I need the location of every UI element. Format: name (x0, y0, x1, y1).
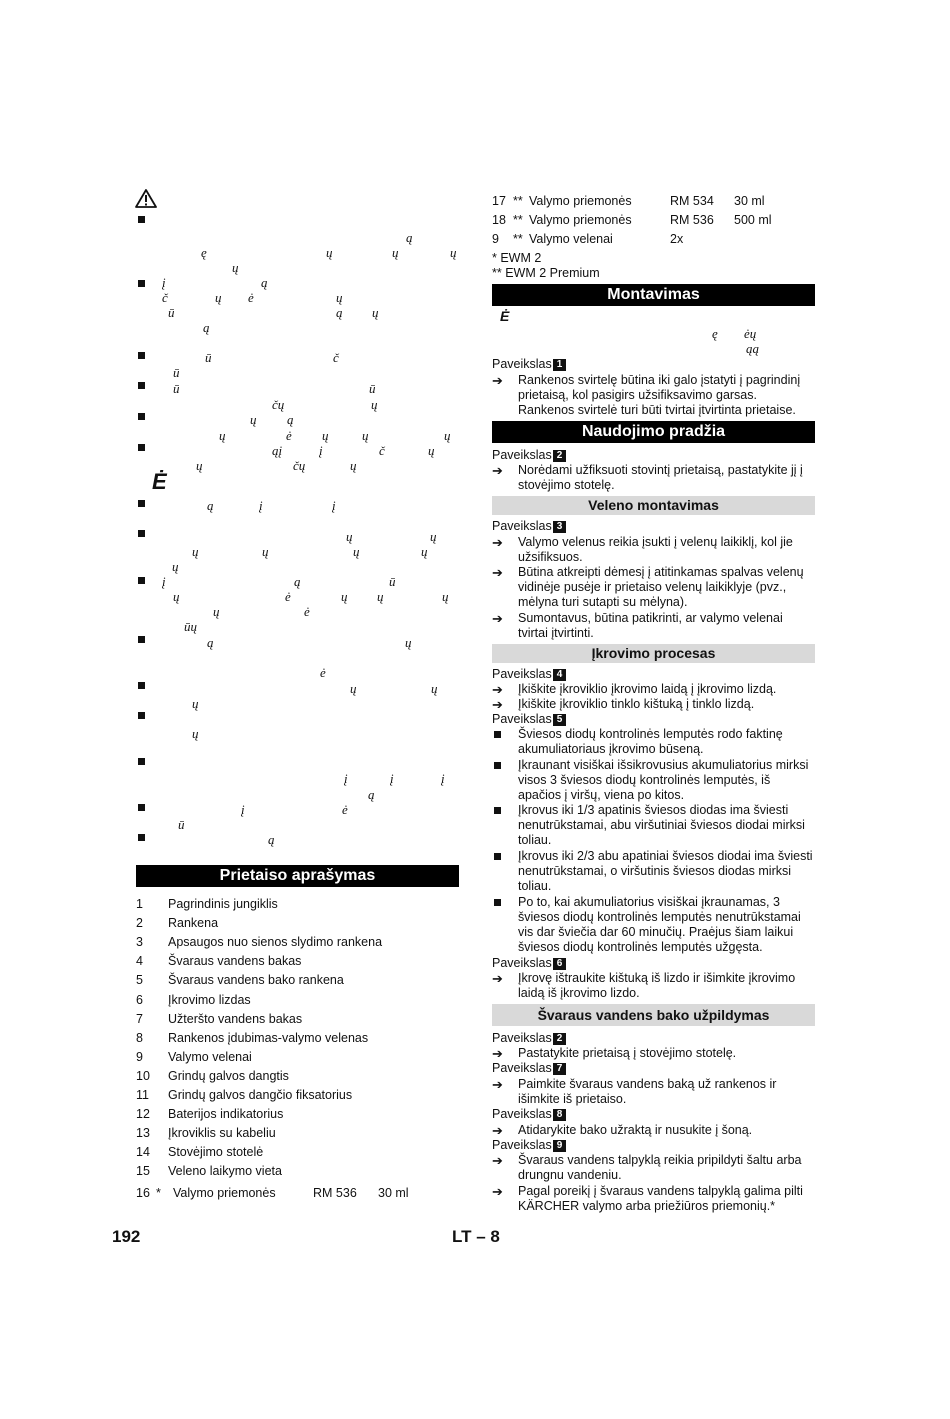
figure-label: Paveikslas (492, 712, 552, 726)
note-glyph: čų (293, 458, 306, 473)
note-glyph: į (441, 771, 445, 786)
note-glyph: ų (372, 305, 379, 320)
item-t: Valymo velenai (529, 232, 613, 246)
step-text: Pastatykite prietaisą į stovėjimo stotelę. (518, 1046, 737, 1060)
step-text: Sumontavus, būtina patikrinti, ar valymo velenai tvirtai įtvirtinti. (518, 611, 783, 640)
note-glyph: ų (421, 544, 428, 559)
note-glyph: ų (262, 544, 269, 559)
figure-label: Paveikslas (492, 1031, 552, 1045)
note-glyph: ū (168, 305, 175, 320)
note-glyph: į (241, 802, 245, 817)
note-glyph: į (319, 443, 323, 458)
item-text: Veleno laikymo vieta (168, 1164, 282, 1179)
step-item (492, 373, 816, 418)
item-code: RM 536 (313, 1186, 357, 1200)
figure-label: Paveikslas (492, 448, 552, 462)
page-number: 192 (112, 1227, 141, 1246)
item-number: 12 (136, 1107, 150, 1122)
item-code: RM 536 (670, 213, 714, 227)
item-qty: 500 ml (734, 213, 772, 227)
caution-symbol: Ė (152, 469, 167, 494)
figure-number: 5 (553, 714, 567, 726)
bullet-item (492, 727, 816, 757)
note-glyph: ų (219, 428, 226, 443)
step-item (492, 1184, 816, 1214)
bullet-icon (494, 807, 501, 814)
note-glyph: ų (326, 245, 333, 260)
item-qty: 30 ml (378, 1186, 409, 1200)
bullet-text: Įkrovus iki 2/3 abu apatiniai šviesos diodai ima šviesti nenutrūkstamai, o viršutinis šviesos diodas mirksi toliau. (518, 849, 813, 893)
note-glyph: ų (430, 529, 437, 544)
arrow-icon: ➔ (492, 463, 503, 478)
item-text: Rankena (168, 916, 219, 931)
figure-label: Paveikslas (492, 1107, 552, 1121)
warning-icon (135, 189, 157, 212)
bullet-icon (138, 712, 145, 719)
note-glyph: į (332, 498, 336, 513)
item-number: 14 (136, 1145, 150, 1160)
item-number: 7 (136, 1011, 143, 1026)
item-number: 8 (136, 1030, 143, 1045)
item-n: 9 (492, 232, 499, 246)
bullet-icon (138, 682, 145, 689)
bullet-icon (138, 804, 145, 811)
step-text: Atidarykite bako užraktą ir nusukite į šoną. (518, 1123, 753, 1137)
subsection-veleno: Veleno montavimas (492, 496, 815, 515)
item-star: ** (513, 213, 523, 227)
figure-label: Paveikslas (492, 1138, 552, 1152)
figure-label: Paveikslas (492, 357, 552, 371)
bullet-icon (138, 280, 145, 287)
note-glyph: ų (450, 245, 457, 260)
note-glyph: ų (428, 443, 435, 458)
item-text: Valymo priemonės (173, 1186, 276, 1200)
step-text: Įkiškite įkroviklio įkrovimo laidą į įkrovimo lizdą. (518, 682, 777, 696)
figure-number: 2 (553, 1033, 567, 1045)
figure-ref (492, 1031, 566, 1046)
note-glyph: ų (346, 529, 353, 544)
note-glyph: ė (304, 604, 310, 619)
step-item (492, 971, 816, 1001)
step-text: Švaraus vandens talpyklą reikia pripildyti šaltu arba drungnu vandeniu. (518, 1153, 802, 1182)
step-item (492, 1077, 816, 1107)
note-glyph: ą (203, 320, 210, 335)
note-glyph: ū (173, 365, 180, 380)
bullet-icon (138, 530, 145, 537)
note-glyph: ū (369, 381, 376, 396)
note-glyph: ų (192, 726, 199, 741)
step-item (492, 697, 816, 712)
note-glyph: ą (207, 635, 214, 650)
arrow-icon: ➔ (492, 697, 503, 712)
note-glyph: ą (268, 832, 275, 847)
footnote-ewm2-premium: ** EWM 2 Premium (492, 266, 600, 280)
bullet-item (492, 758, 816, 803)
note-glyph: į (259, 498, 263, 513)
bullet-icon (138, 834, 145, 841)
figure-ref (492, 712, 566, 727)
arrow-icon: ➔ (492, 1077, 503, 1092)
item-number: 16 (136, 1186, 150, 1200)
section-title-prietaiso: Prietaiso aprašymas (136, 865, 459, 887)
item-qty: 30 ml (734, 194, 765, 208)
note-glyph: ų (444, 428, 451, 443)
item-number: 15 (136, 1164, 150, 1179)
step-item (492, 1046, 816, 1061)
parts-item (136, 897, 456, 915)
note-glyph: ų (196, 458, 203, 473)
note-glyph: ėų (744, 326, 757, 341)
parts-item (136, 935, 456, 953)
item-number: 4 (136, 954, 143, 969)
subsection-svaraus: Švaraus vandens bako užpildymas (492, 1004, 815, 1026)
arrow-icon: ➔ (492, 565, 503, 580)
note-glyph: čų (272, 397, 285, 412)
note-glyph: ų (336, 290, 343, 305)
item-text: Švaraus vandens bakas (168, 954, 302, 969)
bullet-icon (494, 762, 501, 769)
item-text: Apsaugos nuo sienos slydimo rankena (168, 935, 383, 950)
figure-label: Paveikslas (492, 667, 552, 681)
bullet-icon (494, 899, 501, 906)
note-glyph: ė (248, 290, 254, 305)
bullet-item (492, 895, 816, 955)
note-glyph: ę (201, 245, 207, 260)
figure-label: Paveikslas (492, 956, 552, 970)
note-glyph: ų (362, 428, 369, 443)
note-glyph: ū (173, 381, 180, 396)
note-glyph: ų (405, 635, 412, 650)
step-text: Įkrovę ištraukite kištuką iš lizdo ir išimkite įkrovimo laidą iš įkrovimo lizdo. (518, 971, 796, 1000)
item-star: * (156, 1186, 161, 1200)
item-text: Pagrindinis jungiklis (168, 897, 278, 911)
parts-item (136, 1145, 456, 1163)
parts-item (136, 993, 456, 1011)
parts-item (136, 1069, 456, 1087)
figure-ref (492, 1138, 566, 1153)
item-number: 1 (136, 897, 143, 911)
accessory-item (492, 194, 812, 210)
figure-number: 1 (553, 359, 567, 371)
note-glyph: ų (250, 412, 257, 427)
item-n: 17 (492, 194, 506, 208)
bullet-icon (138, 577, 145, 584)
step-text: Norėdami užfiksuoti stovintį prietaisą, pastatykite jį į stovėjimo stotelę. (518, 463, 803, 492)
accessory-item (492, 232, 812, 248)
figure-ref (492, 357, 566, 372)
step-item (492, 565, 816, 610)
bullet-icon (138, 352, 145, 359)
item-number: 3 (136, 935, 143, 950)
parts-item (136, 1164, 456, 1182)
figure-ref (492, 1107, 566, 1122)
note-glyph: ų (215, 290, 222, 305)
note-glyph: ė (320, 665, 326, 680)
item-number: 11 (136, 1088, 149, 1102)
note-glyph: ą (336, 305, 343, 320)
item-text: Grindų galvos dangtis (168, 1068, 289, 1083)
item-text: Įkrovimo lizdas (168, 992, 251, 1007)
parts-item (136, 954, 456, 972)
section-title-montavimas: Montavimas (492, 284, 815, 306)
item-text: Švaraus vandens bako rankena (168, 973, 344, 988)
step-item (492, 463, 816, 493)
note-glyph: ų (192, 696, 199, 711)
note-glyph: ų (172, 559, 179, 574)
note-glyph: ė (286, 428, 292, 443)
item-text: Valymo velenai (168, 1049, 252, 1064)
figure-number: 6 (553, 958, 567, 970)
step-text: Įkiškite įkroviklio tinklo kištuką į tinklo lizdą. (518, 697, 755, 711)
step-text: Paimkite švaraus vandens baką už rankenos ir išimkite iš prietaiso. (518, 1077, 777, 1106)
subsection-ikrovimo: Įkrovimo procesas (492, 644, 815, 663)
item-text: Grindų galvos dangčio fiksatorius (168, 1088, 353, 1102)
item-number: 5 (136, 973, 143, 988)
note-glyph: ų (442, 589, 449, 604)
item-n: 18 (492, 213, 506, 227)
item-text: Užteršto vandens bakas (168, 1011, 303, 1026)
arrow-icon: ➔ (492, 1123, 503, 1138)
note-glyph: ų (350, 681, 357, 696)
note-glyph: č (379, 443, 385, 458)
note-glyph: ą (207, 498, 214, 513)
item-text: Įkroviklis su kabeliu (168, 1126, 276, 1141)
note-glyph: ų (371, 397, 378, 412)
bullet-item (492, 803, 816, 848)
parts-item (136, 1107, 456, 1125)
section-title-naudojimo: Naudojimo pradžia (492, 421, 815, 443)
note-glyph: ą (406, 230, 413, 245)
note-glyph: ą (261, 275, 268, 290)
item-number: 10 (136, 1068, 150, 1083)
note-glyph: ūų (184, 619, 197, 634)
parts-item (136, 1088, 456, 1106)
figure-ref (492, 519, 566, 534)
parts-item (136, 1031, 456, 1049)
note-glyph: ų (322, 428, 329, 443)
item-code: RM 534 (670, 194, 714, 208)
item-star: ** (513, 232, 523, 246)
arrow-icon: ➔ (492, 682, 503, 697)
arrow-icon: ➔ (492, 611, 503, 626)
item-number: 2 (136, 916, 143, 931)
note-glyph: į (162, 574, 166, 589)
arrow-icon: ➔ (492, 1153, 503, 1168)
step-text: Rankenos svirtelę būtina iki galo įstatyti į pagrindinį prietaisą, kol pasigirs užsifiksavimo garsas. Rankenos svirtelė turi būti tvirtai įtvirtinta prietaise. (518, 373, 801, 417)
figure-ref (492, 1061, 566, 1076)
note-glyph: į (162, 275, 166, 290)
bullet-item (492, 849, 816, 894)
item-t: Valymo priemonės (529, 194, 632, 208)
note-glyph: į (390, 771, 394, 786)
note-glyph: ų (173, 589, 180, 604)
figure-label: Paveikslas (492, 1061, 552, 1075)
arrow-icon: ➔ (492, 1184, 503, 1199)
item-text: Rankenos įdubimas-valymo velenas (168, 1030, 369, 1045)
bullet-icon (138, 500, 145, 507)
parts-item (136, 1126, 456, 1144)
figure-number: 3 (553, 521, 567, 533)
parts-item (136, 1012, 456, 1030)
note-glyph: ū (178, 817, 185, 832)
item-number: 9 (136, 1049, 143, 1064)
step-item (492, 682, 816, 697)
bullet-icon (138, 413, 145, 420)
step-text: Būtina atkreipti dėmesį į atitinkamas spalvas velenų vidinėje pusėje ir prietaiso velenų laikiklyje (pvz., mėlyna turi sutapti su mėlyna). (518, 565, 804, 609)
item-t: Valymo priemonės (529, 213, 632, 227)
note-glyph: ų (232, 260, 239, 275)
note-glyph: ų (377, 589, 384, 604)
figure-ref (492, 667, 566, 682)
bullet-text: Po to, kai akumuliatorius visiškai įkraunamas, 3 šviesos diodų kontrolinės lemputės nenutrūkstamai vis dar šviečia dar 60 minučių. Praėjus šiam laikui šviesos diodų kontrolinės lemputės užgęsta. (518, 895, 801, 954)
bullet-text: Įkraunant visiškai išsikrovusius akumuliatorius mirksi visos 3 šviesos diodų kontrolinės lemputės, iš apačios į viršų, viena po kitos. (518, 758, 809, 802)
arrow-icon: ➔ (492, 971, 503, 986)
note-glyph: ū (389, 574, 396, 589)
note-glyph: ę (712, 326, 718, 341)
note-glyph: ų (350, 458, 357, 473)
note-glyph: ą (287, 412, 294, 427)
note-glyph: ų (213, 604, 220, 619)
bullet-icon (138, 636, 145, 643)
parts-item (136, 973, 456, 991)
note-glyph: ų (341, 589, 348, 604)
bullet-text: Įkrovus iki 1/3 apatinis šviesos diodas ima šviesti nenutrūkstamai, abu viršutiniai šviesos diodai mirksi toliau. (518, 803, 805, 847)
figure-number: 8 (553, 1109, 567, 1121)
note-glyph: ą (294, 574, 301, 589)
figure-number: 2 (553, 450, 567, 462)
bullet-icon (138, 444, 145, 451)
bullet-icon (138, 758, 145, 765)
step-text: Valymo velenus reikia įsukti į velenų laikiklį, kol jie užsifiksuos. (518, 535, 793, 564)
item-number: 13 (136, 1126, 150, 1141)
bullet-icon (138, 216, 145, 223)
parts-item-16 (136, 1186, 466, 1202)
item-code: 2x (670, 232, 684, 246)
note-glyph: ąį (272, 443, 283, 458)
item-star: ** (513, 194, 523, 208)
note-glyph: ū (205, 350, 212, 365)
figure-number: 9 (553, 1140, 567, 1152)
item-text: Stovėjimo stotelė (168, 1145, 264, 1160)
item-text: Baterijos indikatorius (168, 1107, 284, 1122)
note-glyph: ė (285, 589, 291, 604)
figure-ref (492, 956, 566, 971)
figure-ref (492, 448, 566, 463)
figure-label: Paveikslas (492, 519, 552, 533)
accessory-item (492, 213, 812, 229)
item-number: 6 (136, 992, 143, 1007)
bullet-icon (138, 382, 145, 389)
figure-number: 7 (553, 1063, 567, 1075)
note-glyph: ąą (746, 341, 759, 356)
arrow-icon: ➔ (492, 535, 503, 550)
note-glyph: č (333, 350, 339, 365)
note-glyph: į (344, 771, 348, 786)
bullet-icon (494, 853, 501, 860)
step-item (492, 611, 816, 641)
figure-number: 4 (553, 669, 567, 681)
note-glyph: ų (192, 544, 199, 559)
step-item (492, 1123, 816, 1138)
footnote-ewm2: * EWM 2 (492, 251, 542, 265)
note-glyph: ų (431, 681, 438, 696)
bullet-text: Šviesos diodų kontrolinės lemputės rodo faktinę akumuliatoriaus įkrovimo būseną. (518, 727, 783, 756)
page-code: LT – 8 (452, 1227, 500, 1246)
note-glyph: ė (342, 802, 348, 817)
arrow-icon: ➔ (492, 1046, 503, 1061)
bullet-icon (494, 731, 501, 738)
note-glyph: č (162, 290, 168, 305)
parts-item (136, 1050, 456, 1068)
note-glyph: Ė (500, 308, 510, 324)
note-glyph: ų (392, 245, 399, 260)
note-glyph: ą (368, 787, 375, 802)
step-text: Pagal poreikį į švaraus vandens talpyklą galima pilti KÄRCHER valymo arba priežiūros priemonių.* (518, 1184, 803, 1213)
arrow-icon: ➔ (492, 373, 503, 388)
step-item (492, 535, 816, 565)
parts-item (136, 916, 456, 934)
note-glyph: ų (353, 544, 360, 559)
step-item (492, 1153, 816, 1183)
